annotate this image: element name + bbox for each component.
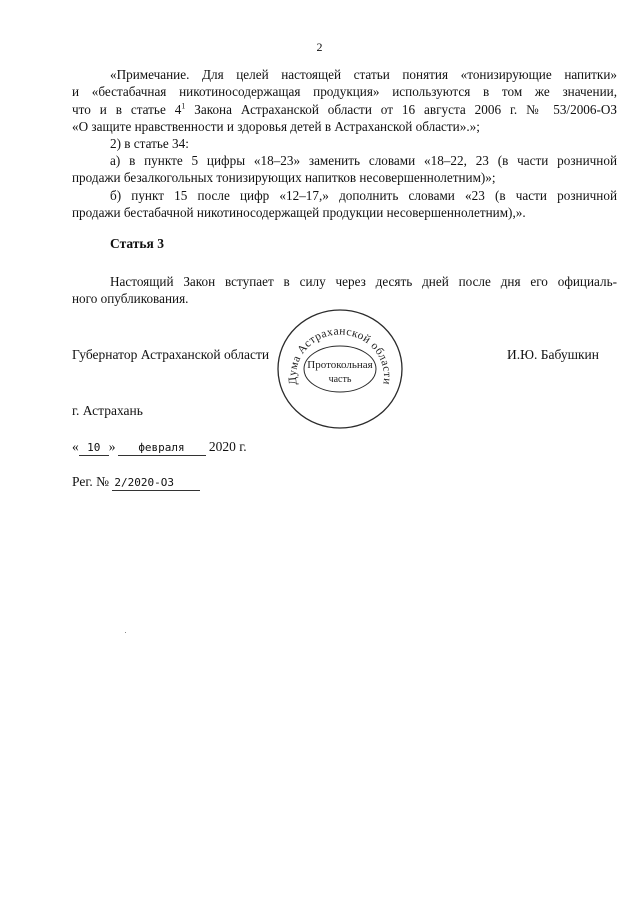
note-line-3 [72, 101, 617, 118]
date-close-quote: » [108, 439, 116, 454]
stamp-seal [276, 308, 404, 430]
date-month: февраля [118, 441, 206, 456]
note-paragraph [72, 66, 617, 136]
date-year: 2020 г. [208, 439, 247, 454]
note-line-4: «О защите нравственности и здоровья детей в Астраханской области».»; [72, 119, 480, 135]
scan-speck [125, 632, 126, 633]
date-line [72, 439, 247, 456]
item-a-line-2: продажи безалкогольных тонизирующих напитков несовершеннолетним)»; [72, 170, 496, 186]
article-heading: Статья 3 [110, 236, 164, 251]
article-text-line-1: Настоящий Закон вступает в силу через десять дней после дня его официаль- [110, 274, 617, 289]
signer-position: Губернатор Астраханской области [72, 347, 270, 362]
signer-name: И.Ю. Бабушкин [507, 347, 600, 362]
stamp-center-line-2: часть [328, 374, 352, 385]
item-b-line-2: продажи бестабачной никотиносодержащей продукции несовершеннолетним),». [72, 205, 526, 221]
date-day: 10 [79, 441, 109, 456]
registration-label: Рег. № [72, 474, 109, 489]
note-line-1: «Примечание. Для целей настоящей статьи понятия «тонизирующие напитки» [110, 67, 617, 82]
note-line-3-end: Закона Астраханской области от 16 августа 2006 г. № 53/2006-ОЗ [185, 101, 617, 117]
item-a [72, 152, 617, 187]
item-2-text: 2) в статье 34: [110, 136, 189, 151]
date-open-quote: « [72, 439, 79, 454]
registration-number: 2/2020-ОЗ [112, 476, 200, 491]
item-b-line-1: б) пункт 15 после цифр «12–17,» дополнить словами «23 (в части розничной [110, 188, 617, 203]
page-number: 2 [316, 40, 323, 54]
item-b [72, 187, 617, 222]
article-text [72, 273, 617, 308]
stamp-center-line-1: Протокольная [307, 359, 373, 371]
item-2 [72, 135, 617, 152]
note-superscript: 1 [181, 101, 186, 111]
note-line-2: и «бестабачная никотиносодержащая продукция» используются в том же значении, [72, 84, 617, 100]
registration-line [72, 474, 200, 491]
note-line-3-start: что и в статье 4 [72, 101, 182, 117]
stamp-ring-text: Дума Астраханской области [286, 325, 394, 386]
item-a-line-1: а) в пункте 5 цифры «18–23» заменить словами «18–22, 23 (в части розничной [110, 153, 617, 168]
city: г. Астрахань [72, 403, 143, 418]
article-text-line-2: ного опубликования. [72, 291, 189, 307]
